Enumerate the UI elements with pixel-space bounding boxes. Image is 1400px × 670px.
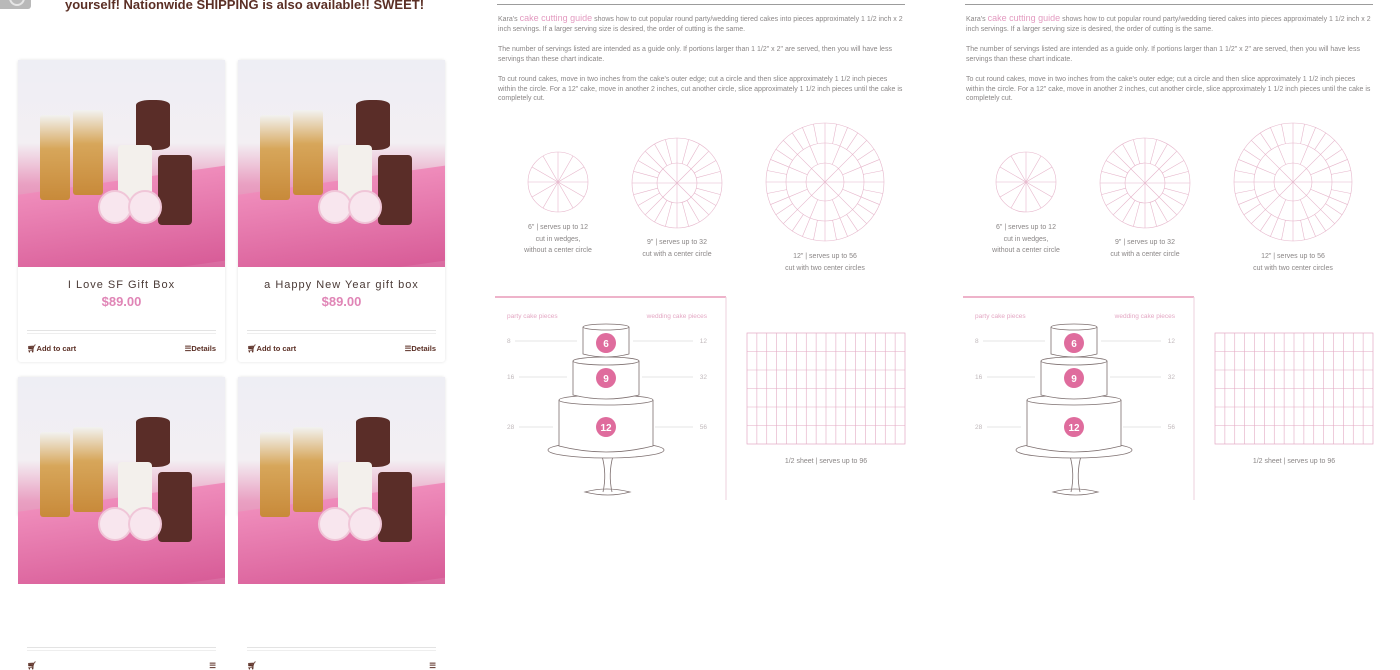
product-price: $89.00 [101, 294, 142, 309]
tier-size-badges [1064, 333, 1084, 437]
sheet-caption: 1/2 sheet | serves up to 96 [784, 458, 868, 465]
add-to-cart-button[interactable] [27, 344, 76, 353]
divider [27, 330, 216, 334]
settings-icon[interactable] [0, 0, 31, 9]
caption-6-inch: 6" | serves up to 12 cut in wedges, without a center circle [524, 224, 592, 254]
product-card[interactable] [238, 377, 445, 670]
tier-6: 6 [1071, 339, 1077, 350]
svg-text:12: 12 [1167, 338, 1175, 345]
guide-intro: Kara's cake cutting guide shows how to cut popular round party/wedding tiered cakes into pieces approximately 1 1/2 inch x 2 inch servings. If a larger serving size is desired, the order of cutting is the same. [498, 13, 903, 33]
svg-text:12: 12 [699, 338, 707, 345]
wedding-label: wedding cake pieces [1114, 313, 1175, 320]
caption-12-inch: 12" | serves up to 56 cut with two center circles [785, 253, 865, 272]
caption-9-inch: 9" | serves up to 32 cut with a center circle [1110, 239, 1180, 258]
product-image[interactable] [18, 60, 225, 267]
svg-text:8: 8 [507, 338, 511, 345]
list-icon: ☰ [209, 661, 216, 670]
details-button[interactable] [405, 344, 436, 353]
add-to-cart-button[interactable] [247, 661, 257, 670]
party-label: party cake pieces [507, 313, 558, 320]
details-button[interactable] [429, 661, 436, 670]
add-to-cart-button[interactable] [247, 344, 296, 353]
list-icon: ☰ [404, 344, 412, 353]
details-button[interactable] [209, 661, 216, 670]
divider [247, 647, 436, 651]
guide-servings-note: The number of servings listed are intended as a guide only. If portions larger than 1 1/2" x 2" are served, then you will have less servings than these chart indicate. [966, 46, 1360, 63]
product-image[interactable] [238, 377, 445, 584]
details-label: Details [411, 344, 436, 353]
tier-9: 9 [1071, 374, 1077, 385]
details-button[interactable] [185, 344, 216, 353]
cake-cutting-guide-link[interactable]: cake cutting guide [519, 13, 593, 23]
cart-icon: 🛒︎ [27, 344, 37, 353]
add-to-cart-label: Add to cart [256, 344, 297, 353]
list-icon: ☰ [429, 661, 436, 670]
wedding-label: wedding cake pieces [646, 313, 707, 320]
svg-text:32: 32 [1167, 374, 1175, 381]
cart-icon: 🛒︎ [27, 661, 37, 670]
details-label: Details [191, 344, 216, 353]
guide-cutting-instructions: To cut round cakes, move in two inches from the cake's outer edge; cut a circle and then slice approximately 1 1/2 inch pieces within the circle. For a 12" cake, move in another 2 inches, cut another circle, slice approximately 1 1/2 inch pieces until the cake is completely cut. [966, 76, 1371, 103]
shipping-headline: yourself! Nationwide SHIPPING is also available!! SWEET! [65, 0, 425, 12]
svg-text:28: 28 [975, 424, 983, 431]
product-image[interactable] [238, 60, 445, 267]
guide-cutting-instructions: To cut round cakes, move in two inches from the cake's outer edge; cut a circle and then slice approximately 1 1/2 inch pieces within the circle. For a 12" cake, move in another 2 inches, cut another circle, slice approximately 1 1/2 inch pieces until the cake is completely cut. [498, 76, 903, 103]
product-price: $89.00 [321, 294, 362, 309]
product-image[interactable] [18, 377, 225, 584]
svg-text:16: 16 [507, 374, 515, 381]
caption-9-inch: 9" | serves up to 32 cut with a center circle [642, 239, 712, 258]
tier-size-badges [596, 333, 616, 437]
tier-9: 9 [603, 374, 609, 385]
cake-cutting-guide-link[interactable]: cake cutting guide [987, 13, 1061, 23]
svg-text:56: 56 [1167, 424, 1175, 431]
product-card[interactable] [18, 60, 225, 362]
guide-intro: Kara's cake cutting guide shows how to cut popular round party/wedding tiered cakes into pieces approximately 1 1/2 inch x 2 inch servings. If a larger serving size is desired, the order of cutting is the same. [966, 13, 1371, 33]
svg-text:56: 56 [699, 424, 707, 431]
sheet-caption: 1/2 sheet | serves up to 96 [1252, 458, 1336, 465]
add-to-cart-button[interactable] [27, 661, 37, 670]
caption-12-inch: 12" | serves up to 56 cut with two center circles [1253, 253, 1333, 272]
tier-12: 12 [600, 423, 612, 434]
tiered-cake-diagram [963, 0, 1383, 500]
svg-text:32: 32 [699, 374, 707, 381]
cake-cutting-guide [963, 0, 1383, 500]
party-label: party cake pieces [975, 313, 1026, 320]
product-title[interactable]: I Love SF Gift Box [67, 279, 176, 291]
svg-text:28: 28 [507, 424, 515, 431]
product-title[interactable]: a Happy New Year gift box [264, 279, 419, 291]
tier-6: 6 [603, 339, 609, 350]
half-sheet-grid [1215, 333, 1373, 444]
add-to-cart-label: Add to cart [36, 344, 77, 353]
tiered-cake-diagram [495, 0, 915, 500]
divider [247, 330, 436, 334]
product-card[interactable] [238, 60, 445, 362]
product-card[interactable] [18, 377, 225, 670]
cart-icon: 🛒︎ [247, 661, 257, 670]
svg-text:16: 16 [975, 374, 983, 381]
cake-cutting-guide [495, 0, 915, 500]
half-sheet-grid [747, 333, 905, 444]
guide-servings-note: The number of servings listed are intended as a guide only. If portions larger than 1 1/2" x 2" are served, then you will have less servings than these chart indicate. [498, 46, 892, 63]
caption-6-inch: 6" | serves up to 12 cut in wedges, without a center circle [992, 224, 1060, 254]
list-icon: ☰ [184, 344, 192, 353]
tier-12: 12 [1068, 423, 1080, 434]
cart-icon: 🛒︎ [247, 344, 257, 353]
divider [27, 647, 216, 651]
svg-text:8: 8 [975, 338, 979, 345]
